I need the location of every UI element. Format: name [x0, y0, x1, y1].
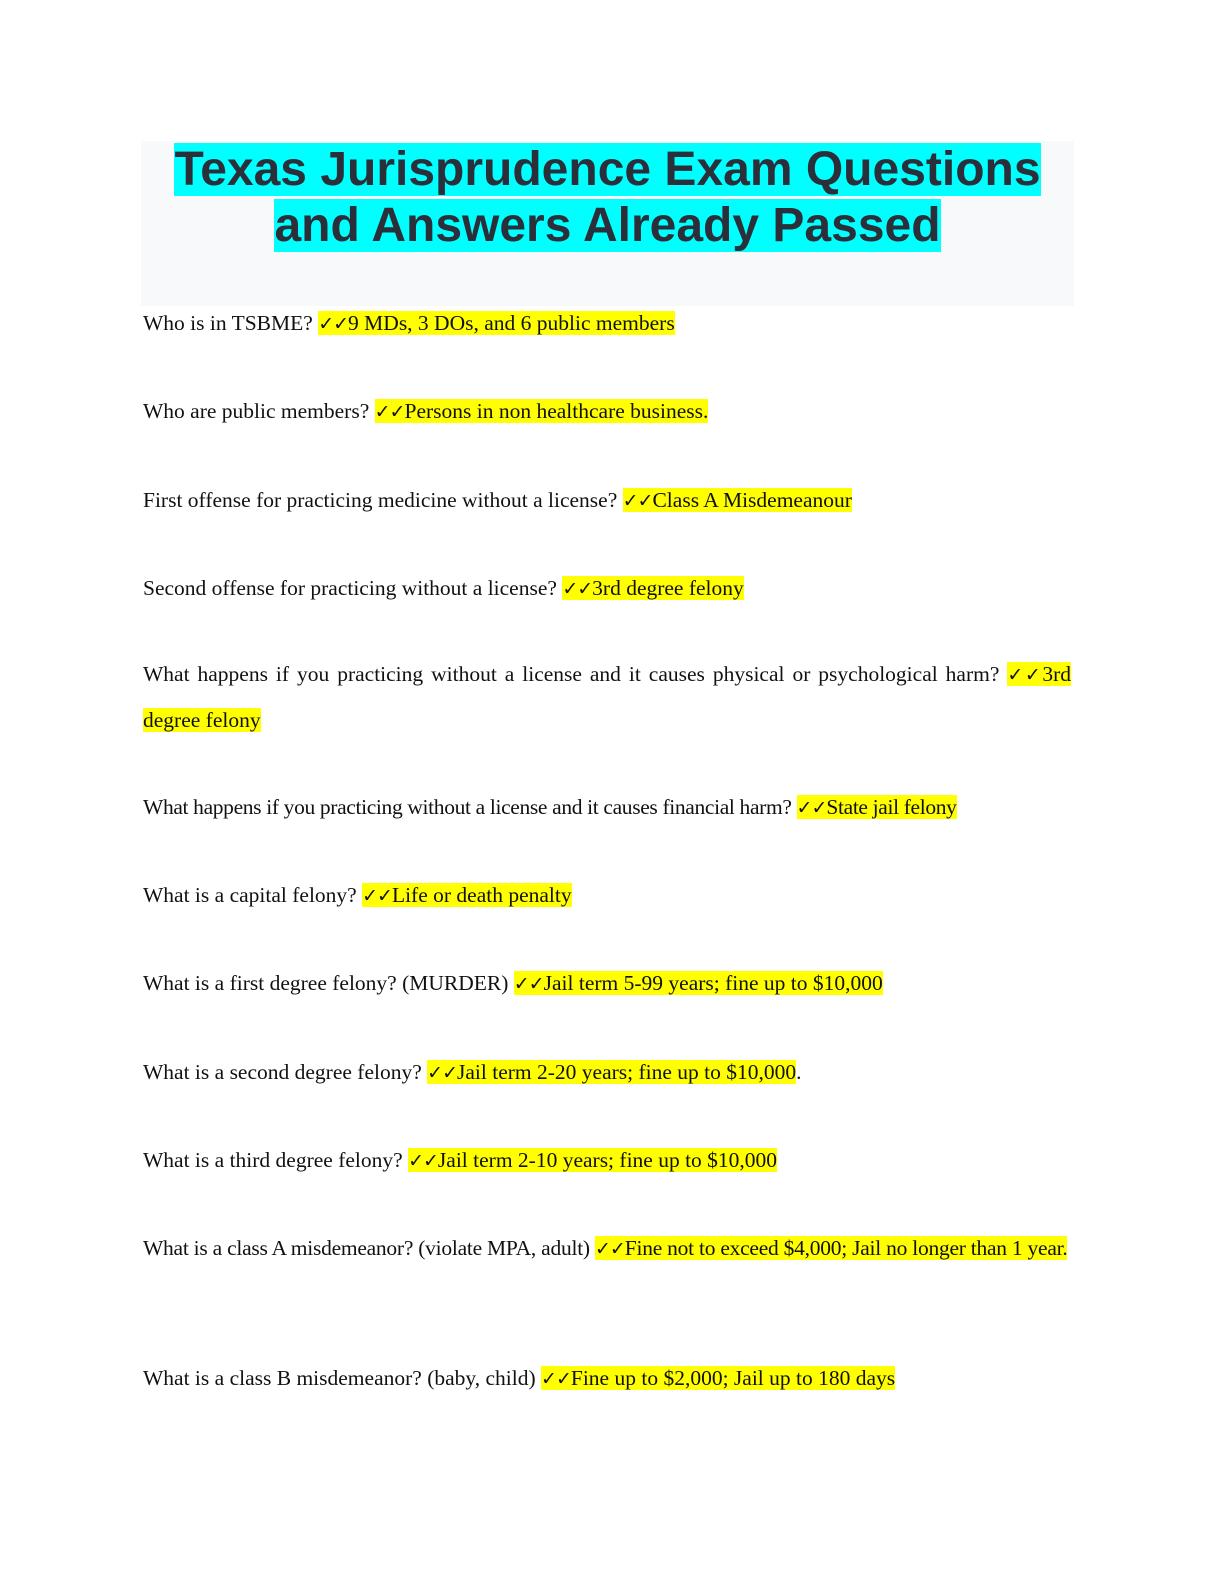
document-title-line-1: Texas Jurisprudence Exam Questions: [174, 143, 1041, 196]
qa-item: [143, 301, 1071, 347]
qa-item: [143, 961, 1071, 1007]
question-text: First offense for practicing medicine without a license?: [143, 488, 623, 512]
answer-text: 9 MDs, 3 DOs, and 6 public members: [348, 311, 675, 335]
question-text: Who are public members?: [143, 399, 375, 423]
answer-highlight: [427, 1060, 796, 1084]
question-text: What is a capital felony?: [143, 883, 363, 907]
double-check-icon: ✓✓: [541, 1368, 571, 1390]
answer-text: Fine not to exceed $4,000; Jail no longer than 1 year.: [624, 1236, 1068, 1260]
answer-text: Persons in non healthcare business.: [404, 399, 709, 423]
double-check-icon: ✓✓: [427, 1062, 457, 1084]
question-text: What happens if you practicing without a license and it causes financial harm?: [143, 795, 797, 819]
answer-highlight: [562, 576, 743, 600]
question-text: What is a second degree felony?: [143, 1060, 428, 1084]
answer-text: Fine up to $2,000; Jail up to 180 days: [570, 1366, 896, 1390]
answer-highlight: [541, 1366, 895, 1390]
answer-text: Jail term 5-99 years; fine up to $10,000: [543, 971, 883, 995]
answer-highlight: [514, 971, 883, 995]
qa-item: [143, 389, 1071, 435]
answer-text: Jail term 2-20 years; fine up to $10,000: [457, 1060, 797, 1084]
answer-text: 3rd degree felony: [143, 662, 1072, 732]
question-text: What happens if you practicing without a license and it causes physical or psychological harm?: [143, 662, 1008, 686]
answer-highlight: [408, 1148, 777, 1172]
qa-item: [143, 1138, 1071, 1184]
qa-item: [143, 566, 1071, 612]
question-text: What is a class A misdemeanor? (violate MPA, adult): [143, 1236, 595, 1260]
question-text: What is a first degree felony? (MURDER): [143, 971, 514, 995]
double-check-icon: ✓✓: [622, 490, 653, 512]
qa-item: [143, 1226, 1071, 1272]
double-check-icon: ✓✓: [562, 578, 593, 600]
title-block: [141, 141, 1074, 306]
answer-text: 3rd degree felony: [592, 576, 744, 600]
answer-text: State jail felony: [826, 795, 957, 819]
double-check-icon: ✓✓: [1007, 664, 1043, 686]
double-check-icon: ✓✓: [796, 797, 827, 819]
double-check-icon: ✓✓: [594, 1238, 625, 1260]
qa-item: [143, 1356, 1071, 1402]
double-check-icon: ✓✓: [362, 885, 392, 907]
answer-text: Life or death penalty: [391, 883, 572, 907]
qa-item: [143, 1050, 1071, 1096]
answer-highlight: [623, 488, 852, 512]
qa-item: [143, 652, 1071, 743]
qa-item: [143, 478, 1071, 524]
double-check-icon: ✓✓: [513, 973, 544, 995]
answer-highlight: [797, 795, 957, 819]
double-check-icon: ✓✓: [318, 313, 349, 335]
answer-text: Jail term 2-10 years; fine up to $10,000: [437, 1148, 778, 1172]
question-text: Who is in TSBME?: [143, 311, 319, 335]
qa-item: [143, 785, 1071, 831]
double-check-icon: ✓✓: [408, 1150, 438, 1172]
document-title-line-2: and Answers Already Passed: [274, 199, 941, 252]
answer-highlight: [595, 1236, 1068, 1260]
double-check-icon: ✓✓: [374, 401, 405, 423]
qa-item: [143, 873, 1071, 919]
question-text: Second offense for practicing without a license?: [143, 576, 563, 600]
question-text: What is a class B misdemeanor? (baby, child): [143, 1366, 542, 1390]
answer-highlight: [318, 311, 675, 335]
answer-text: Class A Misdemeanour: [652, 488, 852, 512]
question-text: What is a third degree felony?: [143, 1148, 409, 1172]
answer-highlight: [362, 883, 572, 907]
trailing-text: .: [796, 1060, 802, 1084]
answer-highlight: [375, 399, 709, 423]
